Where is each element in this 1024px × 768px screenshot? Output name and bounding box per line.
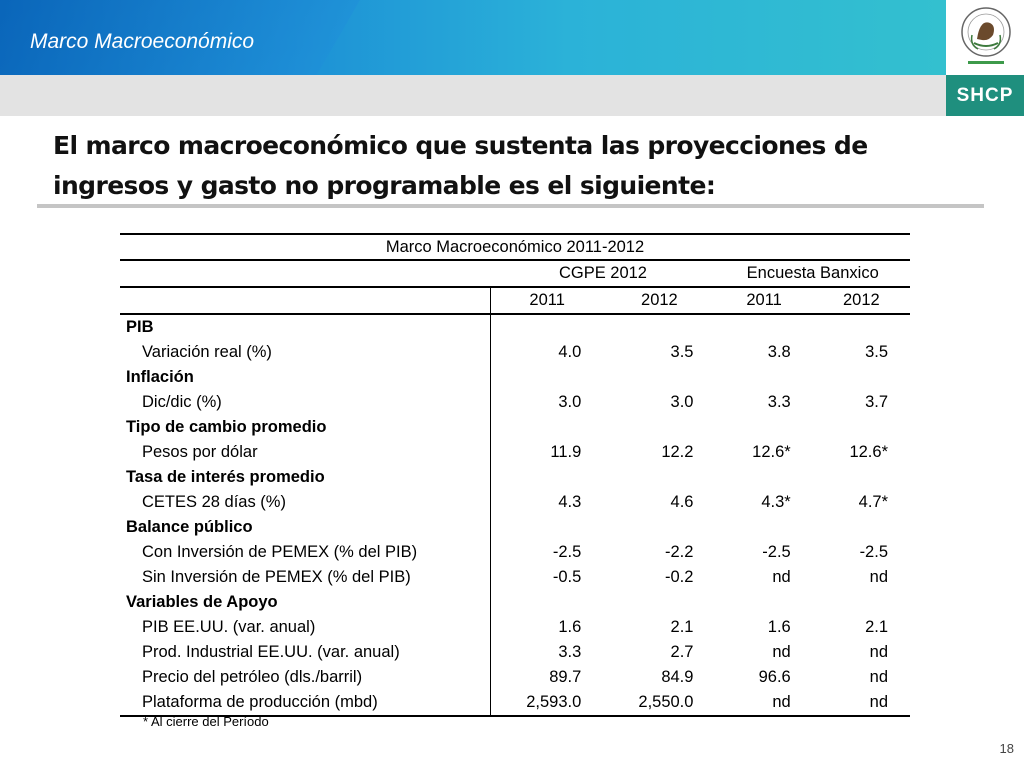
section-title: Tasa de interés promedio: [120, 465, 491, 490]
empty-cell: [715, 515, 812, 540]
footnote: * Al cierre del Período: [143, 714, 269, 729]
year-header: 2012: [603, 287, 715, 314]
value-cell: -2.5: [552, 543, 582, 561]
value-cell: 12.6*: [752, 443, 791, 461]
page-number: 18: [999, 741, 1014, 756]
mexican-coat-of-arms-icon: [960, 5, 1012, 67]
value-cell: 4.3: [558, 493, 582, 511]
value-cell: nd: [869, 668, 888, 686]
value-cell: nd: [715, 690, 812, 716]
row-label: Plataforma de producción (mbd): [120, 690, 491, 716]
empty-cell: [603, 415, 715, 440]
empty-cell: [491, 365, 604, 390]
value-cell: 3.5: [865, 343, 888, 361]
shcp-logo: SHCP: [946, 75, 1024, 116]
value-cell: 11.9: [550, 443, 582, 461]
value-cell: 1.6: [767, 618, 791, 636]
value-cell: 2,550.0: [603, 690, 715, 716]
empty-cell: [491, 314, 604, 340]
value-cell: 1.6: [558, 618, 582, 636]
value-cell: -0.2: [665, 568, 694, 586]
value-cell: 3.7: [865, 393, 888, 411]
table-row: [120, 665, 910, 690]
empty-cell: [813, 365, 910, 390]
table-row: [120, 340, 910, 365]
empty-cell: [715, 465, 812, 490]
value-cell: 2,593.0: [491, 690, 604, 716]
empty-cell: [715, 590, 812, 615]
empty-cell: [813, 515, 910, 540]
section-row: [120, 465, 910, 490]
group-banxico: Encuesta Banxico: [715, 260, 910, 287]
value-cell: 2.1: [865, 618, 888, 636]
row-label: Dic/dic (%): [120, 390, 491, 415]
empty-cell: [603, 590, 715, 615]
row-label: Pesos por dólar: [120, 440, 491, 465]
value-cell: 12.6*: [849, 443, 888, 461]
macro-table: [120, 233, 910, 717]
year-header: 2012: [813, 287, 910, 314]
section-row: [120, 365, 910, 390]
value-cell: nd: [813, 690, 910, 716]
section-row: [120, 415, 910, 440]
empty-cell: [813, 314, 910, 340]
row-label: Prod. Industrial EE.UU. (var. anual): [120, 640, 491, 665]
empty-cell: [603, 465, 715, 490]
empty-cell: [603, 314, 715, 340]
empty-cell: [813, 415, 910, 440]
value-cell: 12.2: [661, 443, 694, 461]
value-cell: 89.7: [549, 668, 582, 686]
table-caption-row: [120, 234, 910, 260]
value-cell: 2.1: [670, 618, 694, 636]
empty-cell: [491, 415, 604, 440]
value-cell: 3.5: [670, 343, 694, 361]
empty-cell: [491, 465, 604, 490]
group-cgpe: CGPE 2012: [491, 260, 716, 287]
header-banner: [0, 0, 946, 75]
table-row: [120, 440, 910, 465]
section-title: Inflación: [120, 365, 491, 390]
empty-cell: [813, 590, 910, 615]
year-header: 2011: [715, 287, 812, 314]
section-title: Balance público: [120, 515, 491, 540]
table-row: [120, 690, 910, 716]
value-cell: 4.0: [558, 343, 582, 361]
table-caption: Marco Macroeconómico 2011-2012: [120, 234, 910, 260]
empty-cell: [715, 415, 812, 440]
section-title: Tipo de cambio promedio: [120, 415, 491, 440]
slide-heading: El marco macroeconómico que sustenta las proyecciones de ingresos y gasto no programable es el siguiente:: [53, 131, 868, 200]
value-cell: nd: [772, 568, 791, 586]
row-label: Con Inversión de PEMEX (% del PIB): [120, 540, 491, 565]
table-row: [120, 565, 910, 590]
value-cell: -2.2: [665, 543, 694, 561]
banner-title: Marco Macroeconómico: [30, 30, 255, 53]
section-row: [120, 590, 910, 615]
table-row: [120, 540, 910, 565]
value-cell: nd: [772, 643, 791, 661]
value-cell: -2.5: [859, 543, 888, 561]
table-group-row: [120, 260, 910, 287]
empty-cell: [491, 515, 604, 540]
table-row: [120, 490, 910, 515]
value-cell: 3.0: [670, 393, 694, 411]
empty-cell: [603, 365, 715, 390]
row-label: Variación real (%): [120, 340, 491, 365]
value-cell: 4.7*: [858, 493, 888, 511]
empty-cell: [491, 590, 604, 615]
table-row: [120, 615, 910, 640]
table-row: [120, 390, 910, 415]
row-label: CETES 28 días (%): [120, 490, 491, 515]
empty-cell: [603, 515, 715, 540]
value-cell: -2.5: [762, 543, 791, 561]
value-cell: 96.6: [758, 668, 791, 686]
value-cell: 3.3: [767, 393, 791, 411]
row-label: Precio del petróleo (dls./barril): [120, 665, 491, 690]
group-spacer: [120, 260, 491, 287]
table-year-row: [120, 287, 910, 314]
header-subbar: [0, 75, 946, 116]
value-cell: nd: [869, 643, 888, 661]
value-cell: -0.5: [552, 568, 582, 586]
value-cell: 3.8: [767, 343, 791, 361]
divider: [37, 204, 984, 208]
section-row: [120, 515, 910, 540]
empty-cell: [813, 465, 910, 490]
row-label: PIB EE.UU. (var. anual): [120, 615, 491, 640]
value-cell: 84.9: [661, 668, 694, 686]
value-cell: 2.7: [670, 643, 694, 661]
section-title: Variables de Apoyo: [120, 590, 491, 615]
row-label: Sin Inversión de PEMEX (% del PIB): [120, 565, 491, 590]
section-row: [120, 314, 910, 340]
value-cell: 4.3*: [761, 493, 791, 511]
table-row: [120, 640, 910, 665]
value-cell: nd: [869, 568, 888, 586]
year-spacer: [120, 287, 491, 314]
empty-cell: [715, 365, 812, 390]
section-title: PIB: [120, 314, 491, 340]
value-cell: 3.0: [558, 393, 582, 411]
year-header: 2011: [491, 287, 604, 314]
empty-cell: [715, 314, 812, 340]
value-cell: 3.3: [558, 643, 582, 661]
value-cell: 4.6: [670, 493, 694, 511]
